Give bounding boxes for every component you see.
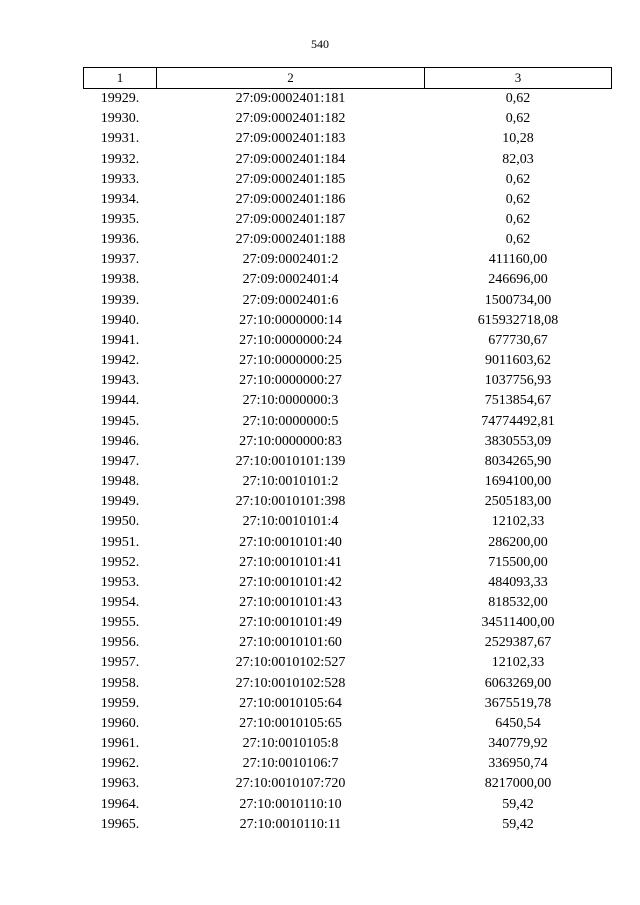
row-number-cell: 19930.: [100, 111, 140, 127]
value-cell: 336950,74: [488, 756, 548, 772]
row-number-cell: 19935.: [100, 212, 140, 228]
table-row: [84, 633, 612, 653]
cadastral-number-cell: 27:10:0000000:83: [239, 433, 342, 449]
table-row: [84, 270, 612, 290]
value-cell: 484093,33: [488, 574, 548, 590]
cadastral-number-cell: 27:10:0010106:7: [242, 756, 339, 772]
row-number-cell: 19963.: [100, 776, 140, 792]
row-number-cell: 19929.: [100, 91, 140, 107]
value-cell: 59,42: [502, 796, 534, 812]
table-row: [84, 553, 612, 573]
cadastral-number-cell: 27:10:0010101:139: [235, 453, 346, 469]
cadastral-number-cell: 27:10:0010107:720: [235, 776, 346, 792]
cadastral-number-cell: 27:10:0010101:398: [235, 494, 346, 510]
value-cell: 7513854,67: [484, 393, 552, 409]
table-row: [84, 593, 612, 613]
value-cell: 1037756,93: [484, 373, 552, 389]
row-number-cell: 19965.: [100, 816, 140, 832]
row-number-cell: 19937.: [100, 252, 140, 268]
row-number-cell: 19936.: [100, 232, 140, 248]
value-cell: 340779,92: [488, 736, 548, 752]
table-row: [84, 250, 612, 270]
row-number-cell: 19952.: [100, 554, 140, 570]
row-number-cell: 19960.: [100, 715, 140, 731]
row-number-cell: 19957.: [100, 655, 140, 671]
table-row: [84, 412, 612, 432]
value-cell: 715500,00: [488, 554, 548, 570]
table-row: [84, 432, 612, 452]
row-number-cell: 19949.: [100, 494, 140, 510]
row-number-cell: 19938.: [100, 272, 140, 288]
cadastral-number-cell: 27:09:0002401:4: [242, 272, 339, 288]
cadastral-number-cell: 27:10:0010105:65: [239, 715, 342, 731]
cadastral-number-cell: 27:10:0010110:10: [239, 796, 342, 812]
value-cell: 10,28: [502, 131, 534, 147]
cadastral-number-cell: 27:10:0010101:42: [239, 574, 342, 590]
cadastral-number-cell: 27:10:0000000:14: [239, 312, 342, 328]
cadastral-number-cell: 27:10:0010101:60: [239, 635, 342, 651]
value-cell: 74774492,81: [481, 413, 555, 429]
row-number-cell: 19947.: [100, 453, 140, 469]
data-table-container: [83, 67, 611, 835]
cadastral-number-cell: 27:09:0002401:185: [235, 171, 346, 187]
value-cell: 0,62: [505, 191, 531, 207]
value-cell: 615932718,08: [477, 312, 559, 328]
cadastral-number-cell: 27:10:0010101:41: [239, 554, 342, 570]
cadastral-number-cell: 27:10:0010105:8: [242, 736, 339, 752]
cadastral-number-cell: 27:09:0002401:188: [235, 232, 346, 248]
value-cell: 8034265,90: [484, 453, 552, 469]
row-number-cell: 19964.: [100, 796, 140, 812]
row-number-cell: 19943.: [100, 373, 140, 389]
table-row: [84, 613, 612, 633]
row-number-cell: 19958.: [100, 675, 140, 691]
value-cell: 9011603,62: [485, 353, 551, 369]
table-row: [84, 734, 612, 754]
row-number-cell: 19948.: [100, 474, 140, 490]
row-number-cell: 19962.: [100, 756, 140, 772]
column-header-2: 2: [157, 68, 425, 89]
value-cell: 0,62: [505, 171, 531, 187]
table-row: [84, 714, 612, 734]
value-cell: 818532,00: [488, 594, 548, 610]
value-cell: 82,03: [502, 151, 534, 167]
table-row: [84, 89, 612, 110]
row-number-cell: 19941.: [100, 332, 140, 348]
column-header-3: 3: [425, 68, 612, 89]
table-row: [84, 815, 612, 835]
cadastral-number-cell: 27:09:0002401:183: [235, 131, 346, 147]
value-cell: 6450,54: [495, 715, 541, 731]
cadastral-number-cell: 27:10:0000000:27: [239, 373, 342, 389]
table-row: [84, 512, 612, 532]
row-number-cell: 19931.: [100, 131, 140, 147]
cadastral-number-cell: 27:10:0000000:24: [239, 332, 342, 348]
table-row: [84, 149, 612, 169]
table-header: [84, 68, 612, 89]
row-number-cell: 19961.: [100, 736, 140, 752]
table-row: [84, 351, 612, 371]
cadastral-number-cell: 27:10:0010101:49: [239, 615, 342, 631]
table-row: [84, 532, 612, 552]
table-row: [84, 170, 612, 190]
value-cell: 12102,33: [491, 514, 545, 530]
table-row: [84, 230, 612, 250]
row-number-cell: 19954.: [100, 594, 140, 610]
row-number-cell: 19959.: [100, 695, 140, 711]
table-row: [84, 371, 612, 391]
data-table: [83, 67, 612, 835]
row-number-cell: 19951.: [100, 534, 140, 550]
value-cell: 1694100,00: [484, 474, 552, 490]
cadastral-number-cell: 27:09:0002401:187: [235, 212, 346, 228]
row-number-cell: 19956.: [100, 635, 140, 651]
cadastral-number-cell: 27:09:0002401:182: [235, 111, 346, 127]
cadastral-number-cell: 27:10:0000000:5: [242, 413, 339, 429]
value-cell: 2529387,67: [484, 635, 552, 651]
table-row: [84, 492, 612, 512]
table-row: [84, 190, 612, 210]
cadastral-number-cell: 27:09:0002401:6: [242, 292, 339, 308]
row-number-cell: 19950.: [100, 514, 140, 530]
row-number-cell: 19953.: [100, 574, 140, 590]
value-cell: 59,42: [502, 816, 534, 832]
table-row: [84, 210, 612, 230]
row-number-cell: 19944.: [100, 393, 140, 409]
table-row: [84, 674, 612, 694]
table-row: [84, 472, 612, 492]
row-number-cell: 19955.: [100, 615, 140, 631]
cadastral-number-cell: 27:09:0002401:186: [235, 191, 346, 207]
value-cell: 0,62: [505, 111, 531, 127]
table-row: [84, 694, 612, 714]
cadastral-number-cell: 27:10:0010110:11: [239, 816, 342, 832]
value-cell: 0,62: [505, 212, 531, 228]
row-number-cell: 19932.: [100, 151, 140, 167]
column-header-1: 1: [84, 68, 157, 89]
value-cell: 0,62: [505, 232, 531, 248]
cadastral-number-cell: 27:10:0010101:43: [239, 594, 342, 610]
cadastral-number-cell: 27:10:0000000:3: [242, 393, 339, 409]
table-row: [84, 311, 612, 331]
page-number: 540: [311, 37, 329, 51]
row-number-cell: 19934.: [100, 191, 140, 207]
value-cell: 1500734,00: [484, 292, 552, 308]
cadastral-number-cell: 27:09:0002401:2: [242, 252, 339, 268]
value-cell: 2505183,00: [484, 494, 552, 510]
value-cell: 246696,00: [488, 272, 548, 288]
cadastral-number-cell: 27:09:0002401:184: [235, 151, 346, 167]
value-cell: 3830553,09: [484, 433, 552, 449]
value-cell: 286200,00: [488, 534, 548, 550]
cadastral-number-cell: 27:10:0010105:64: [239, 695, 342, 711]
row-number-cell: 19939.: [100, 292, 140, 308]
value-cell: 34511400,00: [481, 615, 555, 631]
table-row: [84, 129, 612, 149]
row-number-cell: 19933.: [100, 171, 140, 187]
cadastral-number-cell: 27:10:0000000:25: [239, 353, 342, 369]
table-row: [84, 109, 612, 129]
cadastral-number-cell: 27:10:0010101:2: [242, 474, 339, 490]
table-row: [84, 573, 612, 593]
table-row: [84, 653, 612, 673]
cadastral-number-cell: 27:10:0010101:40: [239, 534, 342, 550]
value-cell: 677730,67: [488, 332, 548, 348]
table-row: [84, 291, 612, 311]
value-cell: 12102,33: [491, 655, 545, 671]
cadastral-number-cell: 27:09:0002401:181: [235, 91, 346, 107]
row-number-cell: 19946.: [100, 433, 140, 449]
table-body: [84, 89, 612, 835]
table-row: [84, 794, 612, 814]
cadastral-number-cell: 27:10:0010102:527: [235, 655, 346, 671]
cadastral-number-cell: 27:10:0010101:4: [242, 514, 339, 530]
table-row: [84, 391, 612, 411]
row-number-cell: 19940.: [100, 312, 140, 328]
table-row: [84, 452, 612, 472]
value-cell: 3675519,78: [484, 695, 552, 711]
row-number-cell: 19945.: [100, 413, 140, 429]
table-row: [84, 754, 612, 774]
header-row: [84, 68, 612, 89]
value-cell: 0,62: [505, 91, 531, 107]
value-cell: 411160,00: [488, 252, 548, 268]
table-row: [84, 331, 612, 351]
table-row: [84, 774, 612, 794]
row-number-cell: 19942.: [100, 353, 140, 369]
value-cell: 6063269,00: [484, 675, 552, 691]
cadastral-number-cell: 27:10:0010102:528: [235, 675, 346, 691]
value-cell: 8217000,00: [484, 776, 552, 792]
